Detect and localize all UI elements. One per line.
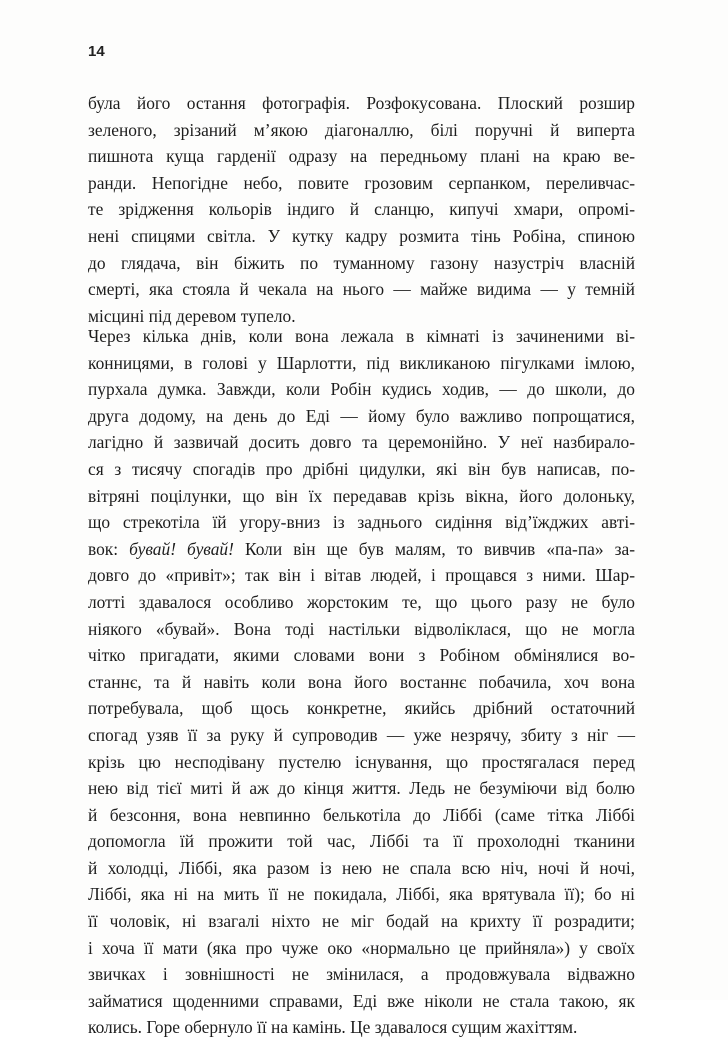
text-line: займатися щоденними справами, Еді вже ніколи не стала такою, як (88, 990, 635, 1011)
text-line: спогад узяв її за руку й супроводив — уже незрячу, збиту з ніг — (88, 724, 635, 745)
text-line: нені спицями світла. У кутку кадру розмита тінь Робіна, спиною (88, 225, 635, 246)
text-line: друга додому, на день до Еді — йому було важливо попрощатися, (88, 405, 635, 426)
text-line: ніякого «бувай». Вона тоді настільки відволіклася, що не могла (88, 618, 635, 639)
text-line: станнє, та й навіть коли вона його востаннє побачила, хоч вона (88, 671, 635, 692)
text-line: крізь цю несподівану пустелю існування, що простягалася перед (88, 751, 635, 772)
text-line: місцині під деревом тупело. (88, 305, 296, 326)
text-line: до глядача, він біжить по туманному газону назустріч власній (88, 252, 635, 273)
text-line-with-italic (88, 536, 635, 563)
text-line: зеленого, зрізаний м’якою діагоналлю, білі поручні й виперта (88, 119, 635, 140)
text-line: її чоловік, ні взагалі ніхто не міг бодай на крихту її розрадити; (88, 911, 635, 932)
text-line: смерті, яка стояла й чекала на нього — майже видима — у темній (88, 279, 635, 300)
text-line: чітко пригадати, якими словами вони з Робіном обмінялися во- (88, 645, 635, 666)
italic-text-run: бувай! бувай! (129, 538, 234, 559)
text-line: що стрекотіла їй угору-вниз із заднього сидіння від’їжджих авті- (88, 512, 635, 533)
text-run: Коли він ще був малям, то вивчив «па-па» за- (233, 538, 635, 559)
text-run: вок: (88, 538, 130, 559)
text-line: й холодці, Ліббі, яка разом із нею не спала всю ніч, ночі й ночі, (88, 857, 635, 878)
text-line: ранди. Непогідне небо, повите грозовим серпанком, переливчас- (88, 172, 635, 193)
text-line: нею від тієї миті й аж до кінця життя. Ледь не безуміючи від болю (88, 778, 635, 799)
text-line: Ліббі, яка ні на мить її не покидала, Ліббі, яка врятувала її); бо ні (88, 884, 635, 905)
text-line: пурхала думка. Завжди, коли Робін кудись ходив, — до школи, до (88, 379, 635, 400)
text-line: вітряні поцілунки, що він їх передавав крізь вікна, його долоньку, (88, 485, 635, 506)
text-line: довго до «привіт»; так він і вітав людей, і прощався з ними. Шар- (88, 565, 635, 586)
text-line: й безсоння, вона невпинно белькотіла до Ліббі (саме тітка Ліббі (88, 804, 635, 825)
text-line: допомогла їй прожити той час, Ліббі та її прохолодні тканини (88, 831, 635, 852)
text-line: колись. Горе обернуло її на камінь. Це здавалося сущим жахіттям. (88, 1017, 578, 1038)
paragraph-2 (88, 323, 635, 1041)
text-line: ся з тисячу спогадів про дрібні цидулки, які він був написав, по- (88, 458, 635, 479)
text-line: була його остання фотографія. Розфокусована. Плоский розшир (88, 93, 635, 113)
text-line: і хоча її мати (яка про чуже око «нормально це прийняла») у своїх (88, 937, 635, 958)
page-number: 14 (88, 43, 105, 60)
paragraph-1 (88, 90, 635, 329)
text-line: конницями, в голові у Шарлотти, під викликаною пігулками імлою, (88, 352, 635, 373)
text-line: те зрідження кольорів індиго й сланцю, кипучі хмари, опромі- (88, 199, 635, 220)
text-line: лотті здавалося особливо жорстоким те, що цього разу не було (88, 591, 635, 612)
text-line: лагідно й зазвичай досить довго та церемонійно. У неї назбирало- (88, 432, 635, 453)
text-line: Через кілька днів, коли вона лежала в кімнаті із зачиненими ві- (88, 326, 635, 346)
text-line: потребувала, щоб щось конкретне, якийсь дрібний остаточний (88, 698, 635, 719)
text-line: пишнота куща гарденії одразу на передньому плані на краю ве- (88, 146, 635, 167)
text-line: звичках і зовнішності не змінилася, а продовжувала відважно (88, 964, 635, 985)
